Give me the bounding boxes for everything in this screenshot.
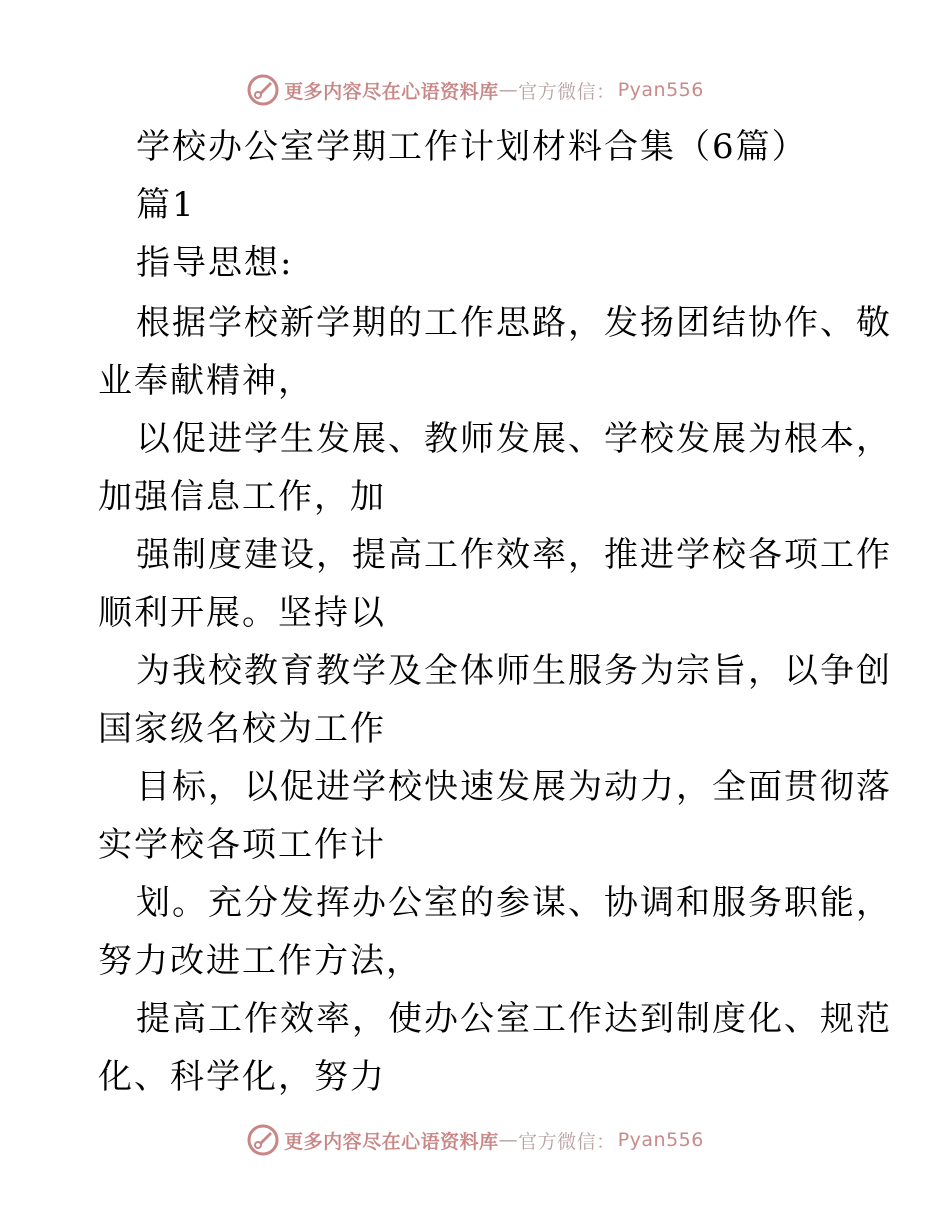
paragraph-line: 顺利开展。坚持以 [98, 593, 386, 633]
paragraph-line: 为我校教育教学及全体师生服务为宗旨，以争创 [136, 651, 892, 691]
watermark-main-text: 更多内容尽在心语资料库 [284, 80, 499, 103]
quill-logo-icon [246, 1123, 280, 1157]
paragraph-line: 根据学校新学期的工作思路，发扬团结协作、敬 [136, 303, 892, 343]
watermark-dash: — [498, 79, 519, 101]
watermark-wechat-id: Pyan556 [617, 79, 704, 101]
header-watermark [0, 70, 950, 110]
watermark-wechat-label: 官方微信： [518, 1130, 616, 1153]
paragraph-line: 业奉献精神， [98, 361, 314, 401]
paragraph-line: 化、科学化，努力 [98, 1057, 386, 1097]
section-heading: 指导思想: [136, 243, 294, 283]
paragraph-line: 划。充分发挥办公室的参谋、协调和服务职能， [136, 883, 892, 923]
document-title: 学校办公室学期工作计划材料合集（6篇） [136, 127, 808, 167]
paragraph-line: 提高工作效率，使办公室工作达到制度化、规范 [136, 999, 892, 1039]
footer-watermark [0, 1120, 950, 1160]
watermark-main-text: 更多内容尽在心语资料库 [284, 1130, 499, 1153]
watermark-wechat-id: Pyan556 [617, 1129, 704, 1151]
watermark-dash: — [498, 1129, 519, 1151]
paragraph-line: 国家级名校为工作 [98, 709, 386, 749]
paragraph-line: 加强信息工作，加 [98, 477, 386, 517]
watermark-wechat-label: 官方微信： [518, 80, 616, 103]
section-label: 篇1 [136, 185, 196, 225]
paragraph-line: 实学校各项工作计 [98, 825, 386, 865]
paragraph-line: 以促进学生发展、教师发展、学校发展为根本， [136, 419, 892, 459]
paragraph-line: 强制度建设，提高工作效率，推进学校各项工作 [136, 535, 892, 575]
paragraph-line: 努力改进工作方法， [98, 941, 422, 981]
paragraph-line: 目标，以促进学校快速发展为动力，全面贯彻落 [136, 767, 892, 807]
quill-logo-icon [246, 73, 280, 107]
